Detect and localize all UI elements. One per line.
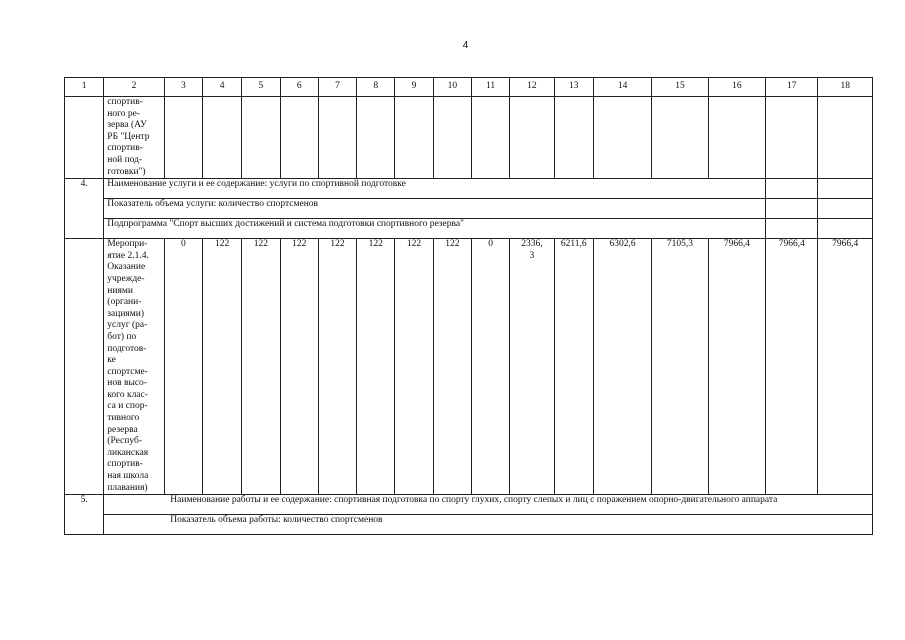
value-cell-col-18: 7966,4: [818, 239, 873, 495]
name-line: ке: [107, 355, 116, 366]
name-line: резерва: [107, 424, 138, 435]
name-line: ной под-: [107, 154, 143, 165]
name-line: Меропри-: [107, 239, 148, 250]
value-cell-col-13: 6211,6: [554, 239, 593, 495]
column-header-17: 17: [766, 78, 818, 97]
section-4-service-name: Наименование услуги и ее содержание: услуги по спортивной подготовке: [104, 179, 766, 199]
section-4-number: 4.: [65, 179, 104, 239]
cell-measure-name: [104, 239, 164, 495]
column-header-6: 6: [280, 78, 318, 97]
name-line: спортив-: [107, 97, 143, 107]
name-line: ниями: [107, 285, 133, 296]
value-cell-col-5: 122: [242, 239, 280, 495]
column-header-14: 14: [593, 78, 651, 97]
column-header-4: 4: [203, 78, 242, 97]
value-cell-col-10: 122: [433, 239, 471, 495]
column-header-5: 5: [242, 78, 280, 97]
data-table: [64, 77, 873, 535]
section-5-work-name: Наименование работы и ее содержание: спортивная подготовка по спорту глухих, спорту слепых и лиц с поражением опорно-двигательного аппарата: [104, 495, 873, 515]
table-row-section-4-subprogram: [65, 219, 873, 239]
cell-number: [65, 239, 104, 495]
column-header-10: 10: [433, 78, 471, 97]
table-row-section-5-name: [65, 495, 873, 515]
name-line: зерва (АУ: [107, 120, 147, 131]
value-cell-col-17: 7966,4: [766, 239, 818, 495]
column-number-header-row: [65, 78, 873, 97]
column-header-2: 2: [104, 78, 164, 97]
name-line: Оказание: [107, 262, 146, 273]
section-4-indicator: Показатель объема услуги: количество спортсменов: [104, 199, 766, 219]
value-cell-col-14: 6302,6: [593, 239, 651, 495]
value-cell-col-11: 0: [471, 239, 509, 495]
value-cell-col-9: 122: [395, 239, 433, 495]
name-line: РБ "Центр: [107, 131, 150, 142]
section-4-subprogram: Подпрограмма "Спорт высших достижений и система подготовки спортивного резерва": [104, 219, 766, 239]
column-header-15: 15: [652, 78, 708, 97]
name-line: спортсме-: [107, 366, 148, 377]
name-line: плавания): [107, 482, 148, 493]
value-cell-col-15: 7105,3: [652, 239, 708, 495]
column-header-18: 18: [818, 78, 873, 97]
name-line: услуг (ра-: [107, 320, 148, 331]
name-line: учрежде-: [107, 273, 145, 284]
name-line: спортив-: [107, 143, 143, 154]
name-line: ликанская: [107, 447, 149, 458]
value-cell-col-3: 0: [164, 239, 202, 495]
cell-name-continuation: [104, 97, 164, 179]
name-line: ятие 2.1.4.: [107, 250, 149, 261]
value-cell-col-4: 122: [203, 239, 242, 495]
column-header-9: 9: [395, 78, 433, 97]
table-row-section-4-indicator: [65, 199, 873, 219]
value-cell-col-12: 2336, 3: [510, 239, 554, 495]
table-row-section-4-name: [65, 179, 873, 199]
name-line: зациями): [107, 308, 145, 319]
name-line: (органи-: [107, 297, 142, 308]
name-line: кого клас-: [107, 389, 148, 400]
name-line: са и спор-: [107, 401, 148, 412]
column-header-11: 11: [471, 78, 509, 97]
value-cell-col-7: 122: [318, 239, 356, 495]
page-number: 4: [462, 40, 469, 51]
name-line: ного ре-: [107, 108, 141, 119]
value-cell-col-16: 7966,4: [708, 239, 765, 495]
section-5-indicator: Показатель объема работы: количество спортсменов: [104, 515, 873, 535]
cell-number: [65, 97, 104, 179]
value-cell-col-8: 122: [357, 239, 395, 495]
name-line: тивного: [107, 413, 140, 424]
section-5-number: 5.: [65, 495, 104, 535]
name-line: бот) по: [107, 331, 137, 342]
column-header-13: 13: [554, 78, 593, 97]
name-line: ная школа: [107, 471, 149, 482]
column-header-8: 8: [357, 78, 395, 97]
column-header-16: 16: [708, 78, 765, 97]
table-row-section-5-indicator: [65, 515, 873, 535]
column-header-7: 7: [318, 78, 356, 97]
name-line: (Респуб-: [107, 436, 142, 447]
value-cell-col-6: 122: [280, 239, 318, 495]
name-line: подготов-: [107, 343, 147, 354]
column-header-12: 12: [510, 78, 554, 97]
table-row-measure-2-1-4: [65, 239, 873, 495]
name-line: нов высо-: [107, 378, 147, 389]
name-line: готовки"): [107, 166, 146, 177]
column-header-1: 1: [65, 78, 104, 97]
name-line: спортив-: [107, 459, 143, 470]
column-header-3: 3: [164, 78, 202, 97]
table-row-continuation: [65, 97, 873, 179]
